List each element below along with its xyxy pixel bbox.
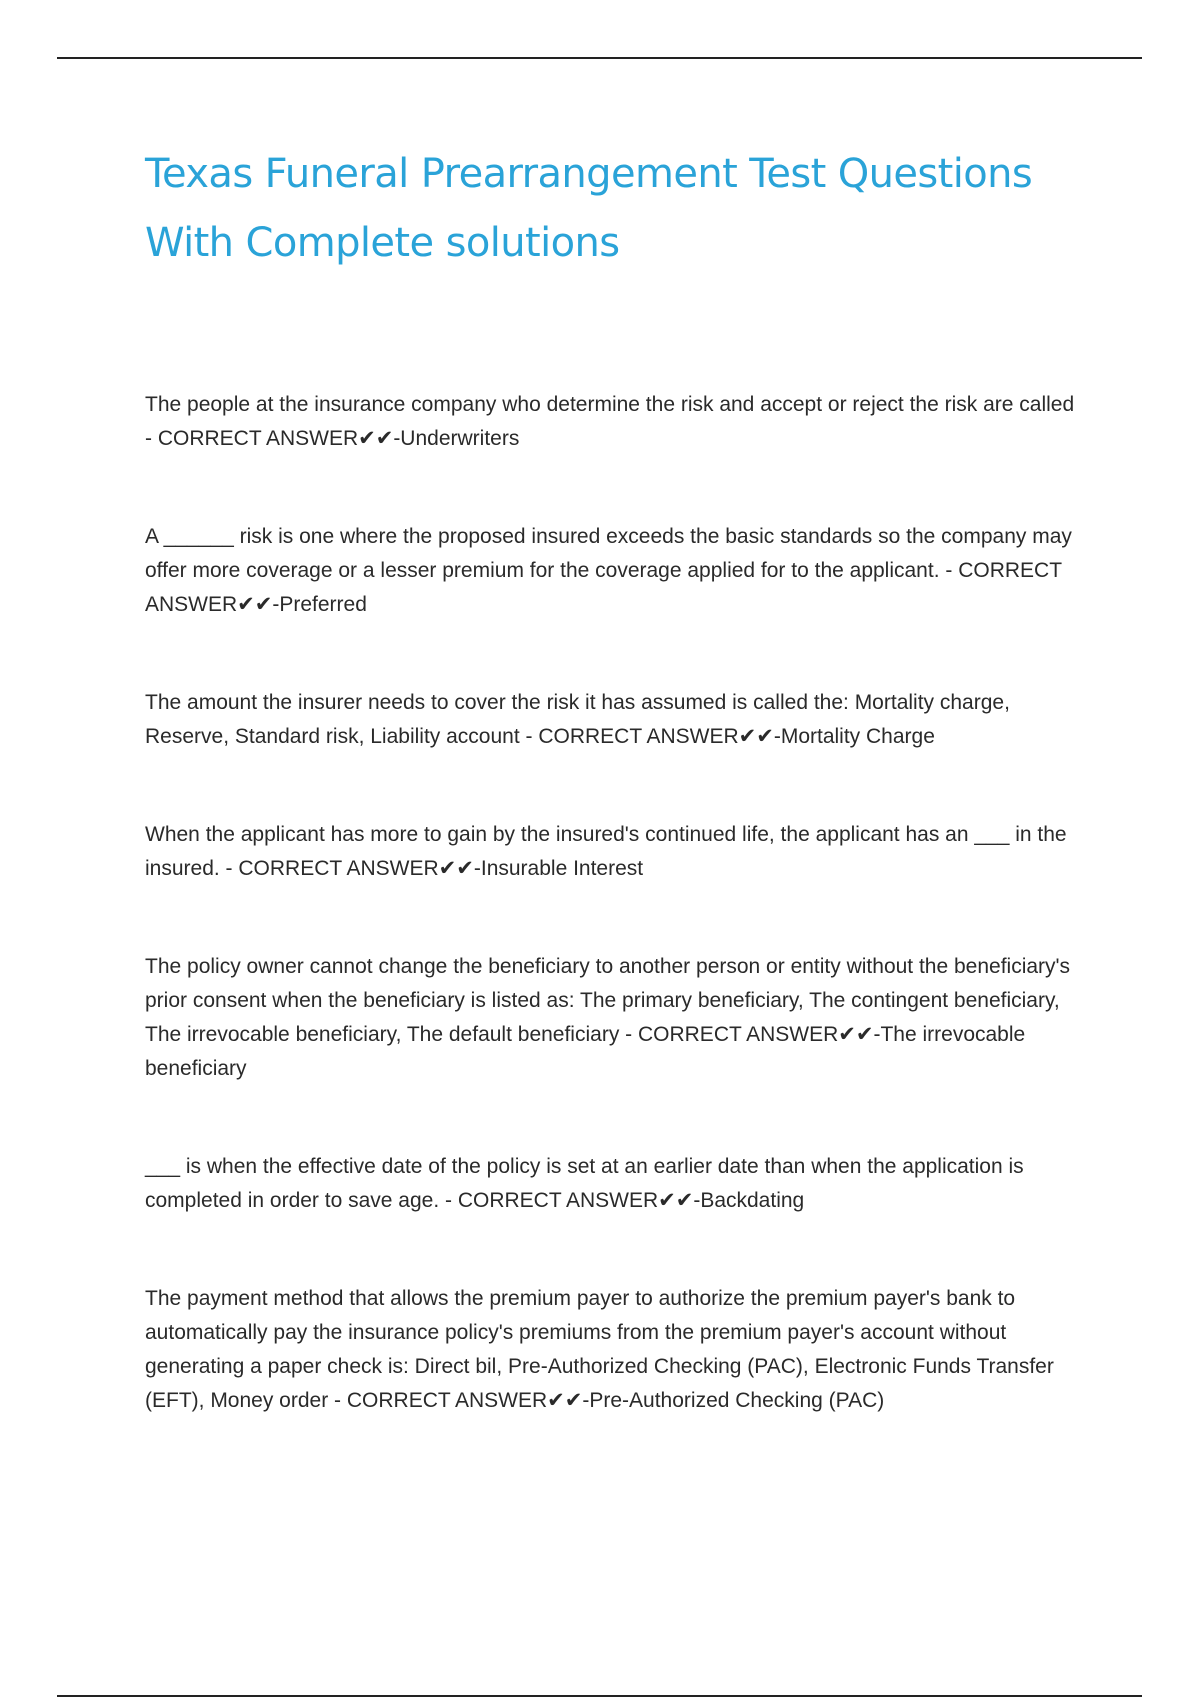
qa-item: When the applicant has more to gain by the insured's continued life, the applicant has an ___ in the insured. - CORRECT ANSWER✔✔-Insurable Interest <box>145 823 1067 880</box>
top-divider <box>57 57 1142 59</box>
qa-item: ___ is when the effective date of the policy is set at an earlier date than when the application is completed in order to save age. - CORRECT ANSWER✔✔-Backdating <box>145 1155 1024 1212</box>
qa-item: The amount the insurer needs to cover the risk it has assumed is called the: Mortality charge, Reserve, Standard risk, Liability account - CORRECT ANSWER✔✔-Mortality Charge <box>145 691 1010 748</box>
qa-item: The payment method that allows the premium payer to authorize the premium payer's bank to automatically pay the insurance policy's premiums from the premium payer's account without generating a paper check is: Direct bil, Pre-Authorized Checking (PAC), Electronic Funds Transfer (EFT), Money order - CORRECT ANSWER✔✔-Pre-Authorized Checking (PAC) <box>145 1287 1054 1412</box>
qa-item: The policy owner cannot change the beneficiary to another person or entity without the beneficiary's prior consent when the beneficiary is listed as: The primary beneficiary, The contingent beneficiary, The irrevocable beneficiary, The default beneficiary - CORRECT ANSWER✔✔-The irrevocable beneficiary <box>145 955 1071 1080</box>
qa-item: The people at the insurance company who determine the risk and accept or reject the risk are called - CORRECT ANSWER✔✔-Underwriters <box>145 393 1075 450</box>
document-title: Texas Funeral Prearrangement Test Questions With Complete solutions <box>145 151 1033 266</box>
document-body <box>145 140 1085 1482</box>
qa-item: A ______ risk is one where the proposed insured exceeds the basic standards so the company may offer more coverage or a lesser premium for the coverage applied for to the applicant. - CORRECT ANSWER✔✔-Preferred <box>145 525 1072 616</box>
qa-list <box>145 388 1085 1418</box>
bottom-divider <box>57 1695 1142 1697</box>
